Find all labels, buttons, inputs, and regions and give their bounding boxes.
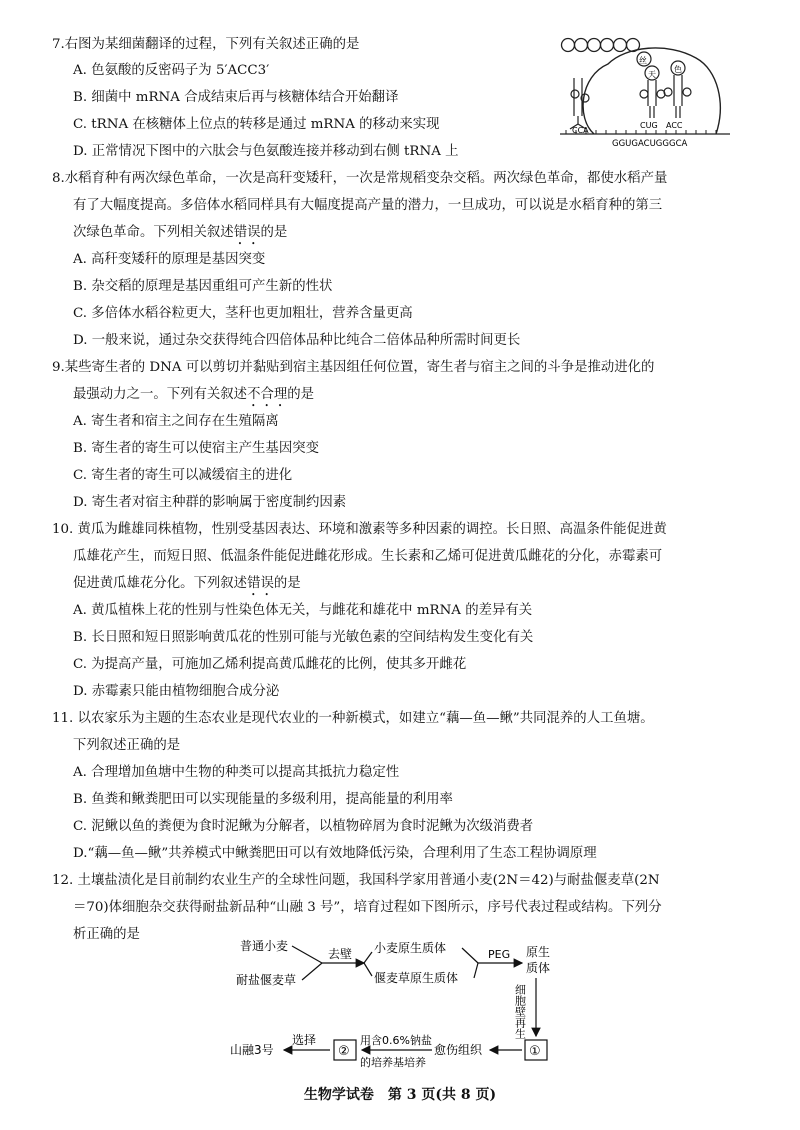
q8-stem-line3 xyxy=(73,224,287,248)
converge-lines-left xyxy=(292,946,322,980)
q7-option-a: A. 色氨酸的反密码子为 5′ACC3′ xyxy=(73,63,270,78)
q11-option-a: A. 合理增加鱼塘中生物的种类可以提高其抵抗力稳定性 xyxy=(73,765,400,780)
q10-emphasis: 错误 xyxy=(247,576,274,591)
label-wall-regeneration: 细胞壁再生 xyxy=(513,984,527,1039)
label-step-1: ① xyxy=(529,1044,541,1059)
label-medium-line2: 的培养基培养 xyxy=(360,1056,426,1069)
q9-option-d: D. 寄生者对宿主种群的影响属于密度制约因素 xyxy=(73,495,347,510)
q9-stem-line1: 9.某些寄生者的 DNA 可以剪切并黏贴到宿主基因组任何位置，寄生者与宿主之间的斗争是推动进化的 xyxy=(52,360,655,375)
q10-option-d: D. 赤霉素只能由植物细胞合成分泌 xyxy=(73,684,280,699)
q8-stem-text: 次绿色革命。下列相关叙述 xyxy=(73,225,234,240)
q8-option-d: D. 一般来说，通过杂交获得纯合四倍体品种比纯合二倍体品种所需时间更长 xyxy=(73,333,521,348)
anticodon-right: ACC xyxy=(666,121,683,130)
q9-option-b: B. 寄生者的寄生可以使宿主产生基因突变 xyxy=(73,441,319,456)
q10-option-c: C. 为提高产量，可施加乙烯利提高黄瓜雌花的比例，使其多开雌花 xyxy=(73,657,467,672)
diverge-lines xyxy=(364,952,372,976)
label-dewall: 去壁 xyxy=(328,947,353,961)
q11-stem-line1: 11. 以农家乐为主题的生态农业是现代农业的一种新模式，如建立“藕—鱼—鳅”共同混养的人工鱼塘。 xyxy=(52,711,654,726)
label-common-wheat: 普通小麦 xyxy=(240,939,289,953)
q11-option-c: C. 泥鳅以鱼的粪便为食时泥鳅为分解者，以植物碎屑为食时泥鳅为次级消费者 xyxy=(73,819,534,834)
converge-lines-right xyxy=(462,948,478,978)
amino-acid-trp: 色 xyxy=(674,65,682,74)
label-grass-protoplast: 偃麦草原生质体 xyxy=(374,971,459,985)
q9-option-c: C. 寄生者的寄生可以减缓宿主的进化 xyxy=(73,468,293,483)
q12-stem-line2: ＝70)体细胞杂交获得耐盐新品种“山融 3 号”，培育过程如下图所示，序号代表过程或结构。下列分 xyxy=(73,900,662,915)
q10-stem-line2: 瓜雄花产生，而短日照、低温条件能促进雌花形成。生长素和乙烯可促进黄瓜雌花的分化，赤霉素可 xyxy=(73,549,663,564)
q12-stem-line1: 12. 土壤盐渍化是目前制约农业生产的全球性问题，我国科学家用普通小麦(2N＝42)与耐盐偃麦草(2N xyxy=(52,873,660,888)
q11-option-b: B. 鱼粪和鳅粪肥田可以实现能量的多级利用，提高能量的利用率 xyxy=(73,792,453,807)
q9-emphasis: 不合理 xyxy=(247,387,288,402)
q7-option-d: D. 正常情况下图中的六肽会与色氨酸连接并移动到右侧 tRNA 上 xyxy=(73,144,459,159)
q8-stem-line2: 有了大幅度提高。多倍体水稻同样具有大幅度提高产量的潜力，一旦成功，可以说是水稻育种的第三 xyxy=(73,198,663,213)
q9-stem-text: 最强动力之一。下列有关叙述 xyxy=(73,387,248,402)
q10-stem-line3 xyxy=(73,575,301,599)
q10-stem-text: 促进黄瓜雄花分化。下列叙述 xyxy=(73,576,248,591)
label-salt-tolerant-grass: 耐盐偃麦草 xyxy=(236,973,297,987)
q10-option-a: A. 黄瓜植株上花的性别与性染色体无关，与雌花和雄花中 mRNA 的差异有关 xyxy=(73,603,533,618)
q8-stem-line1: 8.水稻育种有两次绿色革命，一次是高秆变矮秆，一次是常规稻变杂交稻。两次绿色革命，都使水稻产量 xyxy=(52,171,668,186)
label-step-2: ② xyxy=(338,1044,350,1059)
q8-option-a: A. 高秆变矮秆的原理是基因突变 xyxy=(73,252,266,267)
q10-stem-line1: 10. 黄瓜为雌雄同株植物，性别受基因表达、环境和激素等多种因素的调控。长日照、高温条件能促进黄 xyxy=(52,522,667,537)
q10-option-b: B. 长日照和短日照影响黄瓜花的性别可能与光敏色素的空间结构发生变化有关 xyxy=(73,630,534,645)
q7-option-b: B. 细菌中 mRNA 合成结束后再与核糖体结合开始翻译 xyxy=(73,90,399,105)
q7-option-c: C. tRNA 在核糖体上位点的转移是通过 mRNA 的移动来实现 xyxy=(73,117,440,132)
q9-stem-line2 xyxy=(73,386,314,410)
label-protoplast-line2: 质体 xyxy=(526,961,551,975)
q9-stem-tail: 的是 xyxy=(287,387,315,402)
label-shanrong-3: 山融3号 xyxy=(230,1043,274,1057)
q11-stem-line2: 下列叙述正确的是 xyxy=(73,738,181,753)
mrna-sequence: GGUGACUGGGCA xyxy=(612,139,688,149)
q8-stem-tail: 的是 xyxy=(260,225,288,240)
page-footer: 生物学试卷 第 3 页(共 8 页) xyxy=(303,1087,497,1103)
anticodon-left: CCA xyxy=(572,126,589,135)
amino-acid-asp: 天 xyxy=(648,70,656,79)
peptide-chain xyxy=(562,39,640,52)
q7-stem: 7.右图为某细菌翻译的过程，下列有关叙述正确的是 xyxy=(52,37,360,52)
q11-option-d: D.“藕—鱼—鳅”共养模式中鳅粪肥田可以有效地降低污染，合理利用了生态工程协调原理 xyxy=(73,846,597,861)
label-peg: PEG xyxy=(488,948,511,961)
label-wheat-protoplast: 小麦原生质体 xyxy=(374,941,447,955)
label-protoplast-line1: 原生 xyxy=(526,945,551,959)
q8-option-c: C. 多倍体水稻谷粒更大，茎秆也更加粗壮，营养含量更高 xyxy=(73,306,413,321)
label-callus: 愈伤组织 xyxy=(434,1043,483,1057)
q8-emphasis: 错误 xyxy=(233,225,261,240)
anticodon-middle: CUG xyxy=(640,121,658,130)
translation-figure xyxy=(556,28,732,158)
label-medium-line1: 用含0.6%钠盐 xyxy=(360,1034,432,1047)
hybridization-flowchart xyxy=(230,930,590,1078)
label-select: 选择 xyxy=(292,1033,317,1047)
q12-stem-line3: 析正确的是 xyxy=(73,927,140,942)
q9-option-a: A. 寄生者和宿主之间存在生殖隔离 xyxy=(73,414,279,429)
q10-stem-tail: 的是 xyxy=(273,576,301,591)
amino-acid-ser: 丝 xyxy=(639,56,647,65)
q8-option-b: B. 杂交稻的原理是基因重组可产生新的性状 xyxy=(73,279,333,294)
